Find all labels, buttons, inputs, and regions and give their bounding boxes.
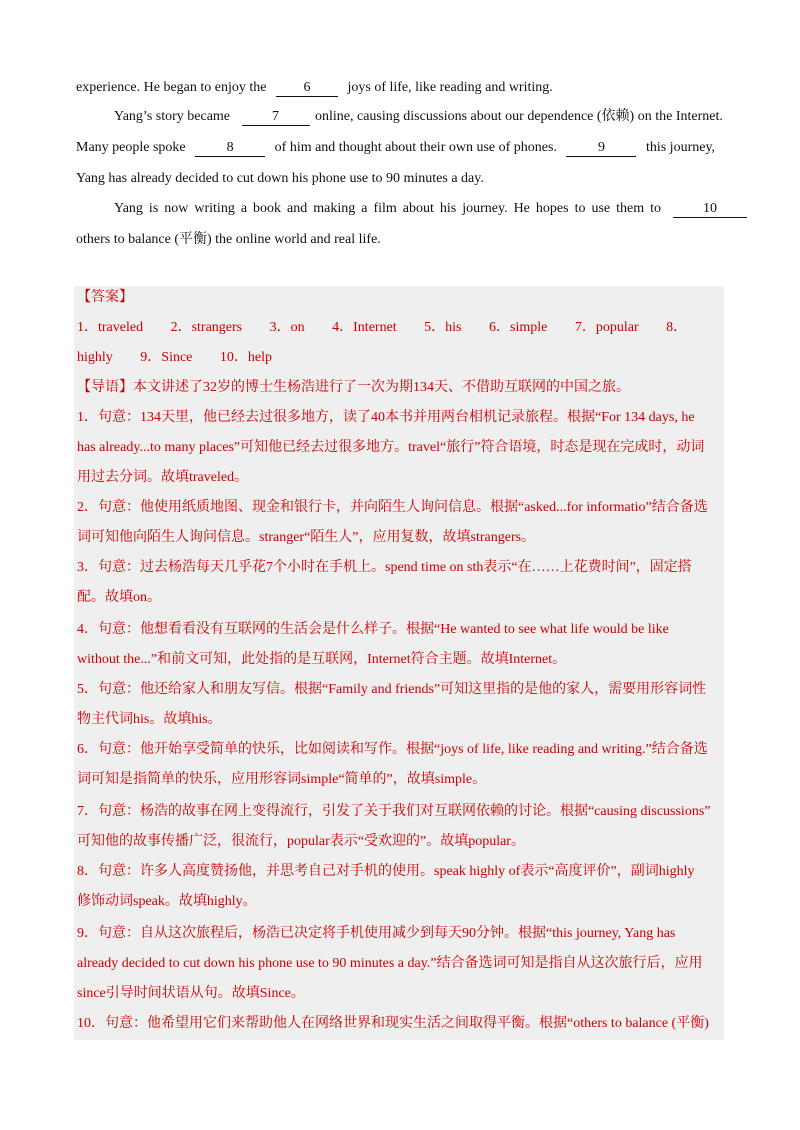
explanation-line: 配。故填on。 <box>77 590 161 605</box>
passage-text: Yang’s story became <box>114 109 231 124</box>
passage-line: Yang has already decided to cut down his phone use to 90 minutes a day. <box>76 171 484 186</box>
passage-line <box>114 107 723 127</box>
answer-header: 【答案】 <box>77 290 133 305</box>
answer-key-row-1 <box>77 318 711 338</box>
guide-text: 本文讲述了32岁的博士生杨浩进行了一次为期134天、不借助互联网的中国之旅。 <box>133 380 630 395</box>
blank-9: 9 <box>566 140 636 157</box>
answer-item: 9．Since <box>140 350 193 365</box>
explanation-line: 物主代词his。故填his。 <box>77 712 222 727</box>
explanation-line: 词可知他向陌生人询问信息。stranger“陌生人”，应用复数，故填strangers。 <box>77 530 536 545</box>
passage-line: others to balance (平衡) the online world and real life. <box>76 232 381 247</box>
passage-text: Yang is now writing a book and making a film about his journey. He hopes to use them to <box>114 201 661 216</box>
answer-section <box>74 286 724 1040</box>
answer-item: 8． <box>666 320 688 335</box>
passage-text: of him and thought about their own use of phones. <box>274 140 557 155</box>
passage-text: Many people spoke <box>76 140 186 155</box>
explanation-line: 4．句意：他想看看没有互联网的生活会是什么样子。根据“He wanted to see what life would be like <box>77 622 669 637</box>
answer-item: 7．popular <box>574 320 639 335</box>
answer-item: 4．Internet <box>332 320 397 335</box>
explanation-line: since引导时间状语从句。故填Since。 <box>77 986 305 1001</box>
explanation-line: 修饰动词speak。故填highly。 <box>77 894 257 909</box>
passage-line <box>76 78 553 98</box>
answer-item: highly <box>77 350 113 365</box>
explanation-line: 8．句意：许多人高度赞扬他，并思考自己对手机的使用。speak highly of表示“高度评价”，副词highly <box>77 864 695 879</box>
passage-line <box>114 199 747 219</box>
explanation-line: 用过去分词。故填traveled。 <box>77 470 249 485</box>
passage-text: this journey, <box>645 140 716 155</box>
blank-10: 10 <box>673 201 747 218</box>
answer-item: 10．help <box>219 350 272 365</box>
explanation-line: 7．句意：杨浩的故事在网上变得流行，引发了关于我们对互联网依赖的讨论。根据“causing discussions” <box>77 804 711 819</box>
explanation-line: without the...”和前文可知，此处指的是互联网，Internet符合主题。故填Internet。 <box>77 652 567 667</box>
explanation-line: 词可知是指简单的快乐，应用形容词simple“简单的”，故填simple。 <box>77 772 487 787</box>
answer-item: 1．traveled <box>77 320 144 335</box>
explanation-line: 5．句意：他还给家人和朋友写信。根据“Family and friends”可知这里指的是他的家人，需要用形容词性 <box>77 682 707 697</box>
answer-item: 5．his <box>424 320 462 335</box>
passage-text: experience. He began to enjoy the <box>76 80 267 95</box>
answer-item: 6．simple <box>489 320 548 335</box>
answer-item: 2．strangers <box>170 320 243 335</box>
passage-text: joys of life, like reading and writing. <box>347 80 553 95</box>
explanation-line: already decided to cut down his phone use to 90 minutes a day.”结合备选词可知是指自从这次旅行后，应用 <box>77 956 703 971</box>
blank-8: 8 <box>195 140 265 157</box>
explanation-line: 3．句意：过去杨浩每天几乎花7个小时在手机上。spend time on sth表示“在……上花费时间”，固定搭 <box>77 560 692 575</box>
explanation-line: 1．句意：134天里，他已经去过很多地方，读了40本书并用两台相机记录旅程。根据“For 134 days, he <box>77 410 695 425</box>
guide-label: 【导语】 <box>77 380 133 395</box>
explanation-line: 2．句意：他使用纸质地图、现金和银行卡，并向陌生人询问信息。根据“asked...for informatio”结合备选 <box>77 500 708 515</box>
passage-text: online, causing discussions about our dependence (依赖) on the Internet. <box>315 109 723 124</box>
blank-7: 7 <box>242 109 310 126</box>
explanation-line: 6．句意：他开始享受简单的快乐，比如阅读和写作。根据“joys of life, like reading and writing.”结合备选 <box>77 742 708 757</box>
blank-6: 6 <box>276 80 338 97</box>
passage-line <box>76 138 715 158</box>
answer-key-row-2 <box>77 348 296 368</box>
explanation-line: 9．句意：自从这次旅程后，杨浩已决定将手机使用减少到每天90分钟。根据“this journey, Yang has <box>77 926 676 941</box>
explanation-line: has already...to many places”可知他已经去过很多地方。travel“旅行”符合语境，时态是现在完成时，动词 <box>77 440 705 455</box>
guide-line <box>77 378 630 398</box>
explanation-line: 可知他的故事传播广泛，很流行，popular表示“受欢迎的”。故填popular。 <box>77 834 525 849</box>
explanation-line: 10．句意：他希望用它们来帮助他人在网络世界和现实生活之间取得平衡。根据“others to balance (平衡) <box>77 1016 709 1031</box>
answer-item: 3．on <box>269 320 305 335</box>
